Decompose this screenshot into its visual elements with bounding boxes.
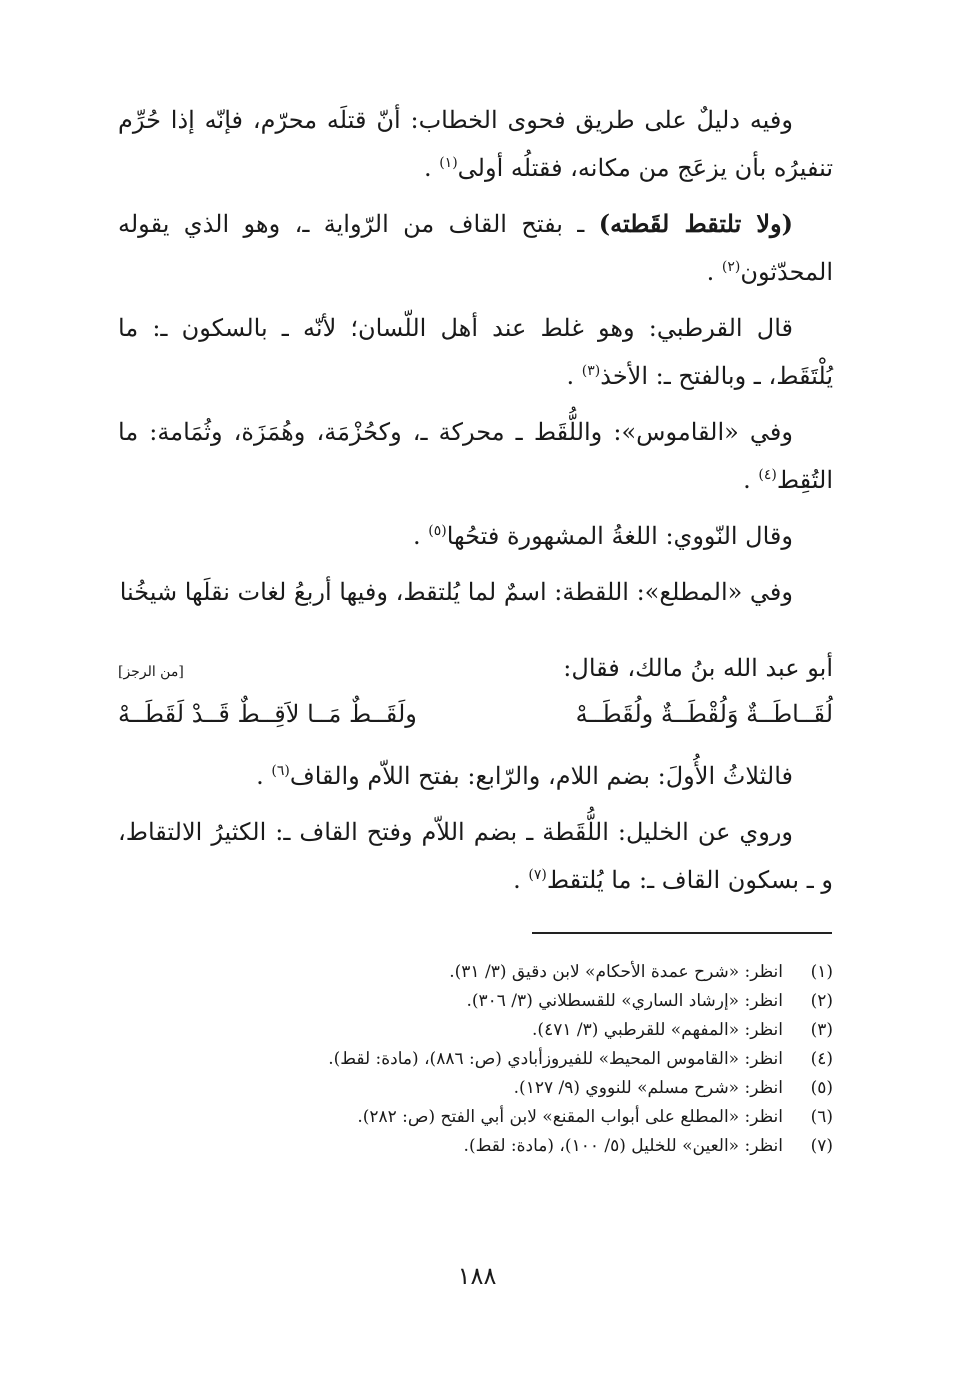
footnote-number: (١) [810,962,833,982]
paragraph-text: وروي عن الخليل: اللُّقَطة ـ بضم اللاّم وفتح القاف ـ: الكثيرُ الالتقاط، و ـ بسكون القاف ـ: ما يُلتقط [118,818,833,894]
footnote-ref[interactable]: (٣) [581,363,601,379]
footnote-ref[interactable]: (٧) [528,867,547,883]
footnote-ref[interactable]: (٢) [721,259,741,275]
footnote-text: انظر: «العين» للخليل (٥/ ١٠٠)، (مادة: لقط). [463,1136,783,1156]
footnote-item [180,987,833,1016]
paragraph-8: وروي عن الخليل: اللُّقَطة ـ بضم اللاّم وفتح القاف ـ: الكثيرُ الالتقاط، و ـ بسكون القاف ـ: ما يُلتقط$^{(٧)}$ . [118,818,833,894]
paragraph-text: قال القرطبي: وهو غلط عند أهل اللّسان؛ لأنّه ـ بالسكون ـ: ما يُلْتَقَط، ـ وبالفتح ـ: الأخذ [118,314,833,390]
verse-intro-line [118,644,833,696]
paragraph-2: (ولا تلتقط لقَطته) ـ بفتح القاف من الرّواية ـ، وهو الذي يقوله المحدّثون$^{(٢)}$ . [118,209,833,286]
footnote-number: (٦) [810,1107,833,1127]
footnote-text: انظر: «المطلع على أبواب المقنع» لابن أبي الفتح (ص: ٢٨٢). [357,1107,783,1127]
page-number: ١٨٨ [457,1262,497,1290]
footnote-number: (٥) [810,1078,833,1098]
main-text-top [118,96,833,616]
footnote-number: (٢) [810,991,833,1011]
footnote-text: انظر: «شرح عمدة الأحكام» لابن دقيق (٣/ ٣١). [449,962,783,982]
paragraph-4: وفي «القاموس»: واللُّقَط ـ محركة ـ، وكحُزْمَة، وهُمَزَة، وثُمَامة: ما التُقِط$^{(٤)}$ . [118,418,833,494]
footnote-ref[interactable]: (٤) [758,467,777,483]
paragraph-text: وفي «القاموس»: واللُّقَط ـ محركة ـ، وكحُزْمَة، وهُمَزَة، وثُمَامة: ما التُقِط [118,418,833,494]
footnote-item [180,1074,833,1103]
footnote-separator [532,932,832,934]
paragraph-1: وفيه دليلٌ على طريق فحوى الخطاب: أنّ قتلَه محرّم، فإنّه إذا حُرِّم تنفيرُه بأن يزعَج من مكانه، فقتلُه أولى$^{(١)}$ . [118,106,833,182]
footnote-ref[interactable]: (٦) [271,763,290,779]
footnote-text: انظر: «شرح مسلم» للنووي (٩/ ١٢٧). [513,1078,783,1098]
footnote-item [180,958,833,987]
footnote-text: انظر: «القاموس المحيط» للفيروزأبادي (ص: ٨٨٦)، (مادة: لقط). [328,1049,783,1069]
paragraph-text: ـ بفتح القاف من الرّواية ـ، وهو الذي يقوله المحدّثون [118,210,833,286]
verse-intro-text: أبو عبد الله بنُ مالك، فقال: [563,654,833,682]
poetry-verse [118,690,833,738]
footnote-number: (٧) [810,1136,833,1156]
paragraph-5: وقال النّووي: اللغةُ المشهورة فتحُها$^{(٥)}$ . [413,522,793,550]
footnote-item [180,1132,833,1161]
footnote-text: انظر: «إرشاد الساري» للقسطلاني (٣/ ٣٠٦). [466,991,783,1011]
footnote-text: انظر: «المفهم» للقرطبي (٣/ ٤٧١). [532,1020,783,1040]
footnote-item [180,1016,833,1045]
paragraph-7: فالثلاثُ الأُولَ: بضم اللام، والرّابع: بفتح اللاّم والقاف$^{(٦)}$ . [256,762,793,790]
footnote-number: (٣) [810,1020,833,1040]
footnote-item [180,1045,833,1074]
paragraph-text: فالثلاثُ الأُولَ: بضم اللام، والرّابع: بفتح اللاّم والقاف [289,762,793,790]
verse-second-hemistich: ولَقَــطٌ مَــا لاَقِــطٌ قَــدْ لَقَطَــهْ [118,700,417,728]
footnote-ref[interactable]: (٥) [428,523,447,539]
footnote-number: (٤) [810,1049,833,1069]
verse-first-hemistich: لُقَــاطَــةٌ وَلُقْطَــةٌ ولُقَطَــهْ [575,700,833,728]
footnote-ref[interactable]: (١) [439,155,458,171]
footnote-item [180,1103,833,1132]
paragraph-3: قال القرطبي: وهو غلط عند أهل اللّسان؛ لأنّه ـ بالسكون ـ: ما يُلْتَقَط، ـ وبالفتح ـ: الأخذ$^{(٣)}$ . [118,314,833,390]
poetic-meter-label: [من الرجز] [118,664,184,680]
hadith-phrase: (ولا تلتقط لقَطته) [598,209,793,238]
paragraph-text: وفيه دليلٌ على طريق فحوى الخطاب: أنّ قتلَه محرّم، فإنّه إذا حُرِّم تنفيرُه بأن يزعَج من مكانه، فقتلُه أولى [118,106,833,182]
main-text-bottom [118,752,833,904]
footnotes [180,958,833,1161]
paragraph-text: وقال النّووي: اللغةُ المشهورة فتحُها [446,522,793,550]
paragraph-text: وفي «المطلع»: اللقطة: اسمٌ لما يُلتقط، وفيها أربعُ لغات نقلَها شيخُنا [119,578,793,606]
paragraph-6 [118,568,833,616]
